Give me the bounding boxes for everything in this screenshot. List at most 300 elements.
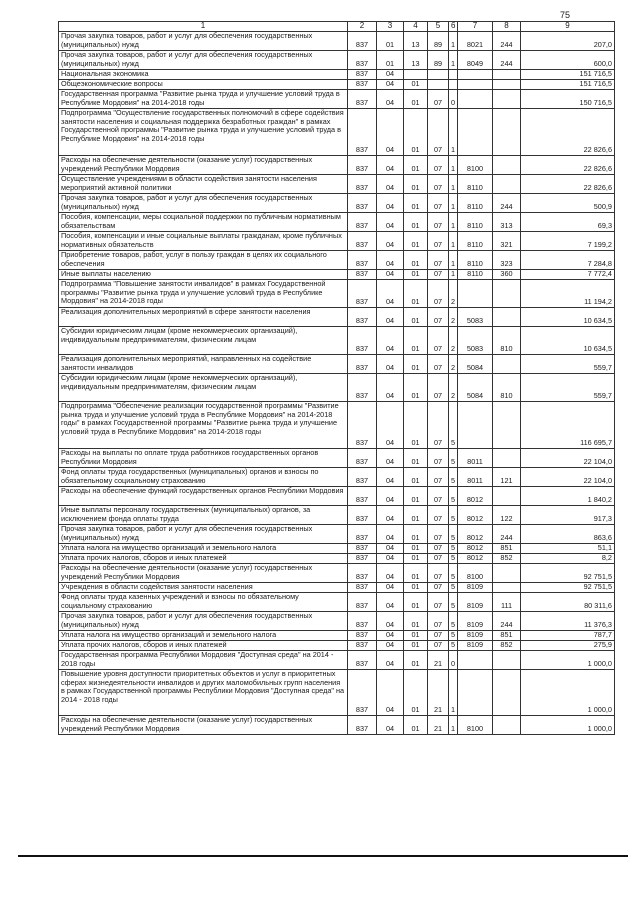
row-value-cell: 21 (428, 670, 449, 716)
table-row (59, 32, 615, 51)
row-value-cell: 01 (404, 554, 428, 564)
row-value-cell: 04 (377, 251, 404, 270)
row-value-cell: 1 (449, 194, 458, 213)
row-value-cell: 837 (348, 374, 377, 402)
row-name-cell: Реализация дополнительных мероприятий, направленных на содействие занятости инвалидов (59, 355, 348, 374)
table-row (59, 402, 615, 449)
row-value-cell: 04 (377, 554, 404, 564)
row-value-cell: 07 (428, 402, 449, 449)
row-value-cell: 8011 (458, 468, 493, 487)
row-value-cell: 8110 (458, 213, 493, 232)
row-value-cell: 04 (377, 631, 404, 641)
row-value-cell: 837 (348, 327, 377, 355)
row-value-cell: 5 (449, 544, 458, 554)
row-value-cell: 8011 (458, 449, 493, 468)
row-value-cell: 01 (404, 156, 428, 175)
row-value-cell: 07 (428, 612, 449, 631)
header-cell: 7 (458, 22, 493, 32)
table-row (59, 525, 615, 544)
header-cell: 9 (521, 22, 615, 32)
row-value-cell: 04 (377, 525, 404, 544)
row-value-cell: 04 (377, 80, 404, 90)
row-value-cell: 837 (348, 175, 377, 194)
row-value-cell: 7 772,4 (521, 270, 615, 280)
header-cell: 6 (449, 22, 458, 32)
table-row (59, 716, 615, 735)
row-value-cell: 8049 (458, 51, 493, 70)
row-value-cell: 01 (404, 194, 428, 213)
row-value-cell: 04 (377, 402, 404, 449)
row-value-cell: 837 (348, 564, 377, 583)
table-row (59, 51, 615, 70)
row-value-cell: 07 (428, 631, 449, 641)
row-value-cell: 07 (428, 109, 449, 156)
row-value-cell: 04 (377, 355, 404, 374)
table-row (59, 194, 615, 213)
row-value-cell: 837 (348, 641, 377, 651)
row-value-cell: 11 194,2 (521, 280, 615, 308)
row-value-cell: 01 (404, 641, 428, 651)
row-value-cell: 7 199,2 (521, 232, 615, 251)
row-value-cell: 1 (449, 270, 458, 280)
row-value-cell: 8110 (458, 270, 493, 280)
row-value-cell: 5 (449, 402, 458, 449)
row-value-cell: 07 (428, 583, 449, 593)
row-value-cell: 07 (428, 593, 449, 612)
row-value-cell: 04 (377, 280, 404, 308)
row-value-cell: 01 (404, 716, 428, 735)
row-value-cell: 5083 (458, 327, 493, 355)
page-number: 75 (560, 10, 571, 20)
row-value-cell (458, 80, 493, 90)
row-value-cell: 01 (404, 525, 428, 544)
row-value-cell: 5 (449, 506, 458, 525)
row-value-cell: 01 (404, 449, 428, 468)
row-value-cell: 8109 (458, 583, 493, 593)
row-value-cell: 151 716,5 (521, 80, 615, 90)
row-value-cell: 244 (493, 525, 521, 544)
row-value-cell: 1 (449, 156, 458, 175)
row-value-cell: 837 (348, 280, 377, 308)
row-value-cell: 07 (428, 506, 449, 525)
row-value-cell: 07 (428, 487, 449, 506)
table-row (59, 156, 615, 175)
row-value-cell: 13 (404, 51, 428, 70)
row-value-cell: 01 (404, 651, 428, 670)
row-value-cell (493, 175, 521, 194)
row-value-cell: 837 (348, 670, 377, 716)
row-value-cell: 150 716,5 (521, 90, 615, 109)
row-value-cell: 1 840,2 (521, 487, 615, 506)
row-value-cell: 1 (449, 232, 458, 251)
row-value-cell: 5083 (458, 308, 493, 327)
row-value-cell: 837 (348, 232, 377, 251)
row-value-cell: 1 000,0 (521, 716, 615, 735)
row-value-cell (493, 355, 521, 374)
row-name-cell: Субсидии юридическим лицам (кроме некоммерческих организаций), индивидуальным предпринимателям, физическим лицам (59, 327, 348, 355)
row-value-cell: 01 (404, 506, 428, 525)
row-value-cell: 01 (404, 670, 428, 716)
row-value-cell: 837 (348, 355, 377, 374)
row-value-cell: 04 (377, 564, 404, 583)
table-row (59, 213, 615, 232)
table-row (59, 251, 615, 270)
row-value-cell (428, 70, 449, 80)
row-value-cell: 04 (377, 156, 404, 175)
row-value-cell: 01 (404, 593, 428, 612)
row-name-cell: Государственная программа "Развитие рынка труда и улучшение условий труда в Республике Мордовия" на 2014-2018 годы (59, 90, 348, 109)
row-value-cell: 122 (493, 506, 521, 525)
row-value-cell: 04 (377, 232, 404, 251)
row-value-cell: 22 104,0 (521, 449, 615, 468)
row-value-cell: 837 (348, 90, 377, 109)
row-value-cell: 10 634,5 (521, 327, 615, 355)
row-value-cell: 207,0 (521, 32, 615, 51)
row-value-cell: 07 (428, 449, 449, 468)
row-value-cell (458, 280, 493, 308)
row-value-cell: 07 (428, 544, 449, 554)
row-value-cell: 22 826,6 (521, 109, 615, 156)
row-value-cell: 89 (428, 32, 449, 51)
row-name-cell: Уплата налога на имущество организаций и земельного налога (59, 631, 348, 641)
header-cell: 4 (404, 22, 428, 32)
row-value-cell: 1 (449, 670, 458, 716)
row-value-cell: 837 (348, 449, 377, 468)
header-cell: 3 (377, 22, 404, 32)
row-value-cell: 837 (348, 80, 377, 90)
row-value-cell: 07 (428, 554, 449, 564)
row-value-cell: 837 (348, 583, 377, 593)
row-value-cell: 0 (449, 90, 458, 109)
row-value-cell: 04 (377, 612, 404, 631)
row-value-cell: 787,7 (521, 631, 615, 641)
row-value-cell: 01 (404, 327, 428, 355)
row-value-cell: 559,7 (521, 374, 615, 402)
row-value-cell: 5 (449, 612, 458, 631)
row-value-cell: 89 (428, 51, 449, 70)
row-value-cell: 600,0 (521, 51, 615, 70)
table-row (59, 564, 615, 583)
table-row (59, 651, 615, 670)
row-value-cell (428, 80, 449, 90)
row-name-cell: Подпрограмма "Обеспечение реализации государственной программы "Развитие рынка труда и улучшение условий труда в Республике Мордовия" на 2014-2018 годы" в рамках Государственной программы "Развитие рынка труда и улучшение условий труда в Республике Мордовия" на 2014-2018 годы (59, 402, 348, 449)
row-name-cell: Повышение уровня доступности приоритетных объектов и услуг в приоритетных сферах жизнедеятельности инвалидов и других маломобильных групп населения в рамках Государственной программы Республики Мордовия "Доступная среда" на 2014 - 2018 годы (59, 670, 348, 716)
row-value-cell: 04 (377, 506, 404, 525)
row-value-cell (493, 308, 521, 327)
row-value-cell (458, 70, 493, 80)
table-header (59, 22, 615, 32)
table-row (59, 175, 615, 194)
row-value-cell (493, 90, 521, 109)
row-value-cell: 2 (449, 327, 458, 355)
table-row (59, 270, 615, 280)
row-value-cell: 04 (377, 583, 404, 593)
row-value-cell: 8109 (458, 593, 493, 612)
row-value-cell (493, 564, 521, 583)
row-value-cell: 04 (377, 70, 404, 80)
row-value-cell: 1 000,0 (521, 651, 615, 670)
row-value-cell: 01 (404, 232, 428, 251)
row-value-cell: 07 (428, 564, 449, 583)
row-value-cell (458, 109, 493, 156)
header-cell: 2 (348, 22, 377, 32)
row-value-cell: 04 (377, 641, 404, 651)
row-value-cell: 111 (493, 593, 521, 612)
header-cell: 1 (59, 22, 348, 32)
row-value-cell: 837 (348, 506, 377, 525)
row-value-cell: 837 (348, 468, 377, 487)
table-row (59, 612, 615, 631)
row-value-cell: 11 376,3 (521, 612, 615, 631)
row-value-cell: 244 (493, 194, 521, 213)
row-name-cell: Субсидии юридическим лицам (кроме некоммерческих организаций), индивидуальным предпринимателям, физическим лицам (59, 374, 348, 402)
row-value-cell: 2 (449, 374, 458, 402)
row-value-cell: 07 (428, 374, 449, 402)
row-value-cell: 8110 (458, 175, 493, 194)
row-value-cell: 04 (377, 109, 404, 156)
row-value-cell: 5 (449, 449, 458, 468)
row-value-cell: 04 (377, 270, 404, 280)
row-value-cell: 8110 (458, 251, 493, 270)
row-name-cell: Пособия, компенсации и иные социальные выплаты гражданам, кроме публичных нормативных обязательств (59, 232, 348, 251)
row-value-cell: 275,9 (521, 641, 615, 651)
row-value-cell (493, 280, 521, 308)
row-value-cell (449, 80, 458, 90)
row-value-cell: 2 (449, 308, 458, 327)
row-value-cell: 121 (493, 468, 521, 487)
row-value-cell: 04 (377, 374, 404, 402)
row-value-cell (458, 402, 493, 449)
row-value-cell: 837 (348, 554, 377, 564)
row-value-cell: 1 (449, 251, 458, 270)
row-value-cell: 500,9 (521, 194, 615, 213)
row-value-cell: 837 (348, 51, 377, 70)
row-value-cell: 8110 (458, 194, 493, 213)
row-value-cell: 01 (404, 90, 428, 109)
row-value-cell: 8109 (458, 641, 493, 651)
row-name-cell: Приобретение товаров, работ, услуг в пользу граждан в целях их социального обеспечения (59, 251, 348, 270)
table-row (59, 90, 615, 109)
row-name-cell: Расходы на обеспечение деятельности (оказание услуг) государственных учреждений Республики Мордовия (59, 716, 348, 735)
row-value-cell: 1 000,0 (521, 670, 615, 716)
row-value-cell: 01 (404, 175, 428, 194)
table-row (59, 544, 615, 554)
row-value-cell: 04 (377, 449, 404, 468)
row-value-cell: 04 (377, 468, 404, 487)
row-value-cell: 5 (449, 487, 458, 506)
row-value-cell: 92 751,5 (521, 564, 615, 583)
row-name-cell: Учреждения в области содействия занятости населения (59, 583, 348, 593)
row-value-cell: 837 (348, 270, 377, 280)
row-value-cell: 07 (428, 327, 449, 355)
table-row (59, 593, 615, 612)
row-value-cell: 837 (348, 544, 377, 554)
row-value-cell (493, 651, 521, 670)
header-cell: 8 (493, 22, 521, 32)
row-value-cell: 837 (348, 109, 377, 156)
row-value-cell: 323 (493, 251, 521, 270)
table-row (59, 280, 615, 308)
row-value-cell: 810 (493, 374, 521, 402)
row-value-cell: 22 826,6 (521, 175, 615, 194)
row-name-cell: Национальная экономика (59, 70, 348, 80)
row-value-cell (493, 716, 521, 735)
table-row (59, 583, 615, 593)
row-name-cell: Расходы на обеспечение деятельности (оказание услуг) государственных учреждений Республики Мордовия (59, 564, 348, 583)
row-value-cell: 837 (348, 156, 377, 175)
row-name-cell: Реализация дополнительных мероприятий в сфере занятости населения (59, 308, 348, 327)
table-row (59, 506, 615, 525)
table-row (59, 109, 615, 156)
row-value-cell: 2 (449, 355, 458, 374)
row-value-cell: 21 (428, 716, 449, 735)
row-value-cell: 837 (348, 593, 377, 612)
row-name-cell: Общеэкономические вопросы (59, 80, 348, 90)
row-value-cell: 837 (348, 70, 377, 80)
table-row (59, 355, 615, 374)
row-value-cell: 01 (377, 32, 404, 51)
row-value-cell: 01 (404, 612, 428, 631)
row-value-cell: 8,2 (521, 554, 615, 564)
row-value-cell: 837 (348, 716, 377, 735)
row-value-cell: 04 (377, 90, 404, 109)
row-value-cell: 837 (348, 631, 377, 641)
row-value-cell (493, 402, 521, 449)
row-value-cell: 13 (404, 32, 428, 51)
row-name-cell: Уплата налога на имущество организаций и земельного налога (59, 544, 348, 554)
row-value-cell: 244 (493, 51, 521, 70)
row-value-cell: 07 (428, 175, 449, 194)
row-value-cell: 01 (404, 308, 428, 327)
row-name-cell: Фонд оплаты труда государственных (муниципальных) органов и взносы по обязательному социальному страхованию (59, 468, 348, 487)
row-value-cell: 04 (377, 213, 404, 232)
row-value-cell: 07 (428, 90, 449, 109)
row-value-cell: 810 (493, 327, 521, 355)
row-value-cell (458, 670, 493, 716)
row-value-cell: 5 (449, 641, 458, 651)
row-value-cell: 837 (348, 32, 377, 51)
table-row (59, 631, 615, 641)
row-value-cell: 01 (404, 402, 428, 449)
row-value-cell: 313 (493, 213, 521, 232)
row-value-cell: 8109 (458, 631, 493, 641)
row-value-cell: 5 (449, 525, 458, 544)
row-name-cell: Иные выплаты населению (59, 270, 348, 280)
row-value-cell: 8012 (458, 487, 493, 506)
table-row (59, 308, 615, 327)
row-value-cell (458, 651, 493, 670)
row-value-cell: 80 311,6 (521, 593, 615, 612)
row-value-cell: 837 (348, 651, 377, 670)
row-value-cell: 8100 (458, 564, 493, 583)
row-name-cell: Прочая закупка товаров, работ и услуг для обеспечения государственных (муниципальных) нужд (59, 32, 348, 51)
row-value-cell: 0 (449, 651, 458, 670)
table-row (59, 232, 615, 251)
row-name-cell: Расходы на обеспечение деятельности (оказание услуг) государственных учреждений Республики Мордовия (59, 156, 348, 175)
row-value-cell: 04 (377, 327, 404, 355)
row-value-cell: 01 (404, 109, 428, 156)
row-value-cell: 01 (404, 544, 428, 554)
row-value-cell: 07 (428, 213, 449, 232)
row-value-cell: 01 (404, 280, 428, 308)
row-value-cell: 851 (493, 631, 521, 641)
row-value-cell (493, 583, 521, 593)
row-name-cell: Подпрограмма "Осуществление государственных полномочий в сфере содействия занятости населения и социальная поддержка безработных граждан" в рамках Государственной программы "Развитие рынка труда и улучшение условий труда в Республике Мордовия" на 2014-2018 годы (59, 109, 348, 156)
row-name-cell: Прочая закупка товаров, работ и услуг для обеспечения государственных (муниципальных) нужд (59, 51, 348, 70)
row-value-cell: 8012 (458, 525, 493, 544)
row-name-cell: Уплата прочих налогов, сборов и иных платежей (59, 554, 348, 564)
row-value-cell: 07 (428, 251, 449, 270)
row-value-cell: 04 (377, 175, 404, 194)
row-value-cell: 5 (449, 583, 458, 593)
row-value-cell: 01 (404, 374, 428, 402)
row-value-cell: 837 (348, 213, 377, 232)
row-value-cell: 7 284,8 (521, 251, 615, 270)
row-value-cell: 5 (449, 564, 458, 583)
row-value-cell: 5 (449, 593, 458, 612)
row-value-cell: 837 (348, 251, 377, 270)
row-value-cell: 04 (377, 716, 404, 735)
table-row (59, 670, 615, 716)
row-value-cell: 01 (404, 213, 428, 232)
row-value-cell: 01 (377, 51, 404, 70)
row-value-cell: 5084 (458, 355, 493, 374)
row-value-cell: 01 (404, 80, 428, 90)
row-value-cell (493, 670, 521, 716)
row-value-cell: 321 (493, 232, 521, 251)
row-value-cell (458, 90, 493, 109)
table-row (59, 554, 615, 564)
row-value-cell: 22 104,0 (521, 468, 615, 487)
row-name-cell: Фонд оплаты труда казенных учреждений и взносы по обязательному социальному страхованию (59, 593, 348, 612)
table-row (59, 327, 615, 355)
row-value-cell: 04 (377, 487, 404, 506)
row-name-cell: Прочая закупка товаров, работ и услуг для обеспечения государственных (муниципальных) нужд (59, 194, 348, 213)
row-value-cell: 04 (377, 651, 404, 670)
row-value-cell: 01 (404, 468, 428, 487)
row-value-cell: 5 (449, 468, 458, 487)
row-value-cell: 01 (404, 355, 428, 374)
row-value-cell: 04 (377, 593, 404, 612)
row-value-cell: 2 (449, 280, 458, 308)
row-value-cell (493, 80, 521, 90)
row-value-cell: 8110 (458, 232, 493, 251)
row-value-cell: 07 (428, 194, 449, 213)
row-value-cell: 360 (493, 270, 521, 280)
row-value-cell: 8109 (458, 612, 493, 631)
row-value-cell: 837 (348, 487, 377, 506)
row-name-cell: Расходы на выплаты по оплате труда работников государственных органов Республики Мордовия (59, 449, 348, 468)
row-value-cell: 116 695,7 (521, 402, 615, 449)
row-value-cell (493, 156, 521, 175)
budget-table (58, 21, 615, 735)
row-value-cell: 5 (449, 554, 458, 564)
table-row (59, 487, 615, 506)
table-row (59, 80, 615, 90)
row-value-cell: 1 (449, 109, 458, 156)
row-value-cell: 852 (493, 641, 521, 651)
row-value-cell: 04 (377, 194, 404, 213)
row-value-cell: 837 (348, 194, 377, 213)
row-value-cell: 1 (449, 213, 458, 232)
row-value-cell: 8012 (458, 506, 493, 525)
row-value-cell: 8100 (458, 716, 493, 735)
row-value-cell: 851 (493, 544, 521, 554)
row-value-cell: 07 (428, 308, 449, 327)
row-value-cell: 69,3 (521, 213, 615, 232)
table-row (59, 449, 615, 468)
row-value-cell: 559,7 (521, 355, 615, 374)
